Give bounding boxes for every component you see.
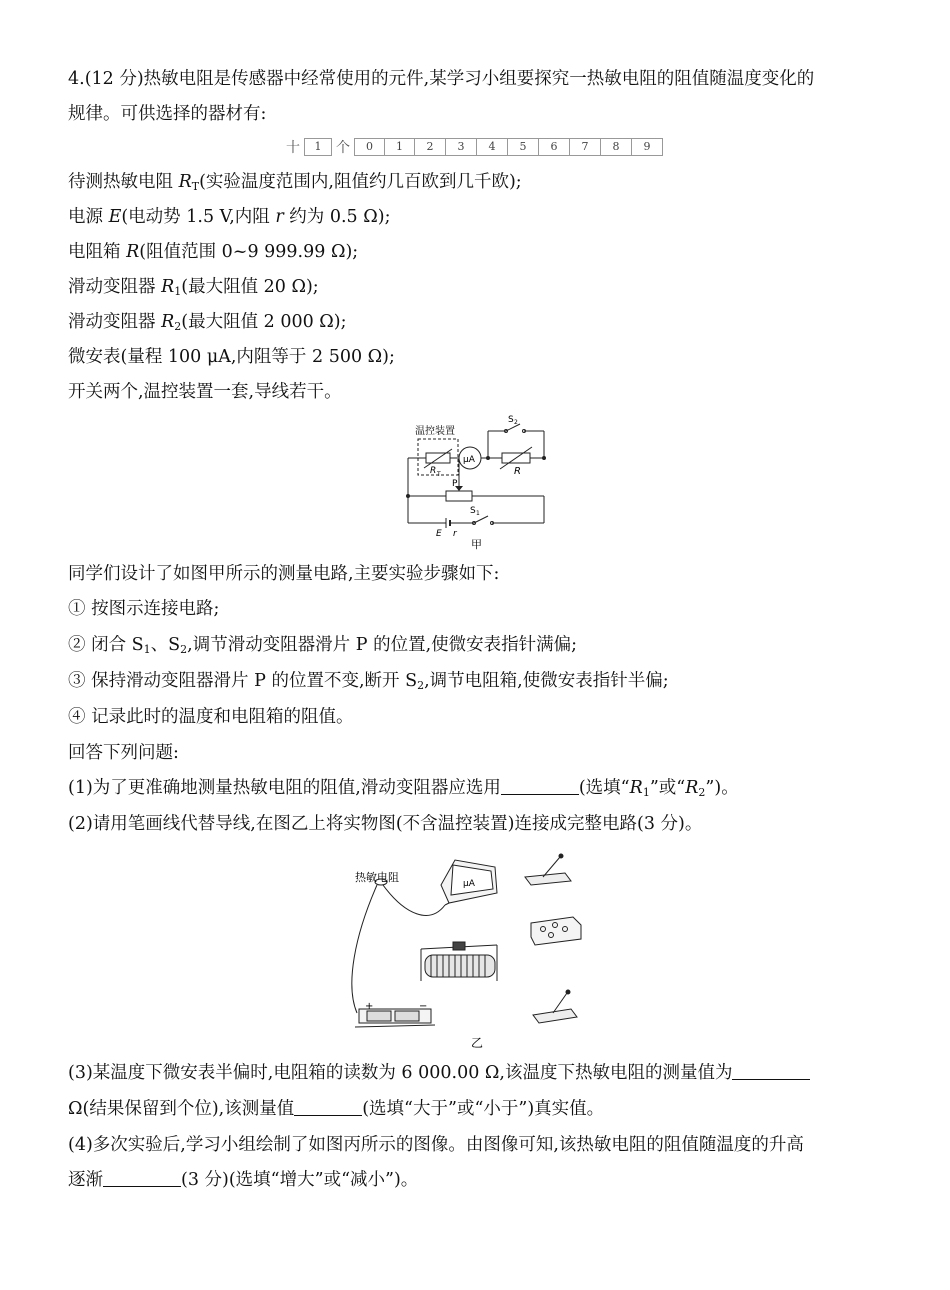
question-4-line-1: (4)多次实验后,学习小组绘制了如图丙所示的图像。由图像可知,该热敏电阻的阻值随温度的升高 — [68, 1135, 804, 1155]
scale-digit: 5 — [507, 138, 539, 156]
s1-sub-label: 1 — [476, 510, 480, 517]
question-3-line-1: (3)某温度下微安表半偏时,电阻箱的读数为 6 000.00 Ω,该温度下热敏电阻的测量值为 — [68, 1060, 810, 1086]
step-4: ④ 记录此时的温度和电阻箱的阻值。 — [68, 707, 354, 727]
rt-sub-label: T — [437, 471, 441, 478]
answer-blank[interactable] — [103, 1168, 181, 1187]
scale-digit: 6 — [538, 138, 570, 156]
apparatus-picture — [345, 845, 600, 1055]
question-3-line-2: Ω(结果保留到个位),该测量值 (选填“大于”或“小于”)真实值。 — [68, 1099, 605, 1119]
question-2: (2)请用笔画线代替导线,在图乙上将实物图(不含温控装置)连接成完整电路(3 分)。 — [68, 814, 703, 834]
scale-digit: 7 — [569, 138, 601, 156]
step-1: ① 按图示连接电路; — [68, 599, 220, 619]
battery-minus-label: − — [419, 1001, 428, 1012]
thermistor-label: 热敏电阻 — [355, 871, 399, 884]
material-resistance-box: 电阻箱 R(阻值范围 0~9 999.99 Ω); — [68, 242, 359, 262]
material-rheostat-r2: 滑动变阻器 $R_2$(最大阻值 2 000 Ω); — [68, 312, 347, 333]
question-1: (1)为了更准确地测量热敏电阻的阻值,滑动变阻器应选用 (选填“$R_1$”或“$R_2$”)。 — [68, 778, 739, 799]
answer-blank[interactable] — [732, 1061, 810, 1080]
scale-ten-label: 十 — [286, 140, 300, 156]
scale-one-box: 1 — [304, 138, 332, 156]
scale-digit: 0 — [354, 138, 385, 156]
s2-sub-label: 2 — [514, 419, 518, 426]
material-microammeter: 微安表(量程 100 μA,内阻等于 2 500 Ω); — [68, 347, 395, 367]
emf-label: E — [436, 529, 442, 539]
slider-p-label: P — [452, 479, 458, 489]
scale-digit: 3 — [445, 138, 477, 156]
question-4-line-2: 逐渐 (3 分)(选填“增大”或“减小”)。 — [68, 1170, 419, 1190]
answer-blank[interactable] — [501, 776, 579, 795]
rt-label: R — [430, 466, 437, 476]
scale-digit: 8 — [600, 138, 632, 156]
answer-heading: 回答下列问题: — [68, 743, 179, 763]
s2-label: S — [508, 415, 514, 425]
answer-blank[interactable] — [294, 1097, 362, 1116]
microammeter-symbol: μA — [463, 455, 475, 465]
resistance-box-label: R — [514, 466, 521, 477]
steps-intro: 同学们设计了如图甲所示的测量电路,主要实验步骤如下: — [68, 564, 500, 584]
material-source: 电源 E(电动势 1.5 V,内阻 r 约为 0.5 Ω); — [68, 207, 391, 227]
temp-device-label: 温控装置 — [415, 426, 455, 437]
s1-label: S — [470, 506, 476, 516]
meter-face-label: μA — [463, 879, 475, 889]
scale-digit: 4 — [476, 138, 508, 156]
scale-digit: 2 — [414, 138, 446, 156]
question-line-1: 4.(12 分)热敏电阻是传感器中经常使用的元件,某学习小组要探究一热敏电阻的阻值随温度变化的 — [68, 69, 815, 89]
scale-digit: 9 — [631, 138, 663, 156]
question-line-2: 规律。可供选择的器材有: — [68, 104, 267, 124]
step-2: ② 闭合 $S_1$、$S_2$,调节滑动变阻器滑片 P 的位置,使微安表指针满偏; — [68, 635, 578, 656]
material-switches: 开关两个,温控装置一套,导线若干。 — [68, 382, 342, 402]
battery-plus-label: + — [365, 1001, 374, 1012]
figure-jia-caption: 甲 — [471, 538, 482, 551]
material-rheostat-r1: 滑动变阻器 $R_1$(最大阻值 20 Ω); — [68, 277, 319, 298]
figure-yi-caption: 乙 — [471, 1036, 484, 1050]
scale-unit-label: 个 — [336, 140, 350, 156]
step-3: ③ 保持滑动变阻器滑片 P 的位置不变,断开 $S_2$,调节电阻箱,使微安表指针半偏; — [68, 671, 669, 692]
circuit-diagram — [400, 412, 560, 552]
material-thermistor: 待测热敏电阻 $R_T$(实验温度范围内,阻值约几百欧到几千欧); — [68, 172, 522, 193]
scale-digit: 1 — [384, 138, 415, 156]
internal-r-label: r — [453, 529, 457, 539]
